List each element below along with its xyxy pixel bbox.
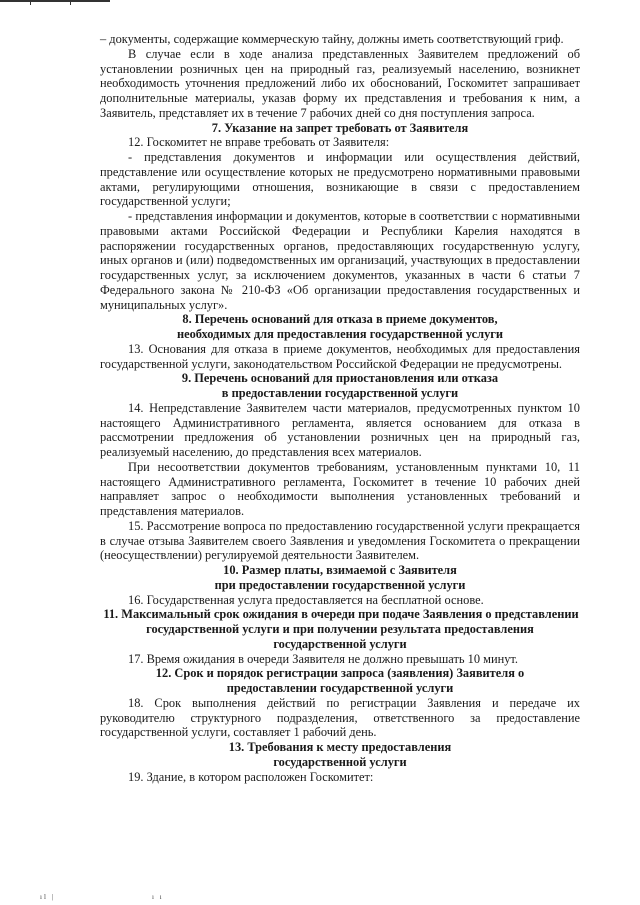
section-heading-12-line2: предоставлении государственной услуги <box>226 681 454 695</box>
paragraph-additional-materials: В случае если в ходе анализа представленных Заявителем предложений об установлении розничных цен на природный газ, реализуемый населению, возникнет необходимость уточнения предложений либо их обоснований, Госкомитет запрашивает дополнительные материалы, указав форму их представления и требования к ним, а Заявитель, представляет их в течение 7 рабочих дней со дня поступления запроса. <box>100 46 580 120</box>
section-heading-13-line1: 13. Требования к месту предоставления <box>228 740 452 754</box>
paragraph-16: 16. Государственная услуга предоставляется на бесплатной основе. <box>128 592 484 607</box>
paragraph-17: 17. Время ожидания в очереди Заявителя не должно превышать 10 минут. <box>128 651 519 666</box>
paragraph-18: 18. Срок выполнения действий по регистрации Заявления и передаче их руководителю структурного подразделения, ответственного за предоставление государственной услуги, составляет 1 рабочий день. <box>100 695 580 740</box>
bullet-documents-information: - представления документов и информации или осуществления действий, представление или осуществление которых не предусмотрено нормативными правовыми актами, регулирующими отношения, возникающие в связи с предоставлением государственной услуги; <box>100 150 580 209</box>
section-heading-12-line1: 12. Срок и порядок регистрации запроса (заявления) Заявителя о <box>155 666 525 681</box>
section-heading-11-line2: государственной услуги и при получении результата предоставления <box>146 622 534 636</box>
paragraph-13: 13. Основания для отказа в приеме документов, необходимых для предоставления государственной услуги, законодательством Российской Федерации не предусмотрены. <box>100 341 580 371</box>
section-heading-10-line2: при предоставлении государственной услуги <box>214 577 466 592</box>
section-heading-13-line2: государственной услуги <box>273 754 407 769</box>
bullet-commercial-secret: – документы, содержащие коммерческую тайну, должны иметь соответствующий гриф. <box>100 32 564 46</box>
scan-top-tick <box>70 0 71 5</box>
scan-footer-mark: ı ı <box>152 893 164 901</box>
scan-top-line <box>0 0 110 2</box>
section-heading-9-line2: в предоставлении государственной услуги <box>221 386 459 400</box>
bullet-information-documents: - представления информации и документов, которые в соответствии с нормативными правовыми актами Российской Федерации и Республики Карелия находятся в распоряжении государственных органов, предоставляющих государственную услугу, иных органов и (или) подведомственных им организаций, участвующих в предоставлении государственных услуг, за исключением документов, указанных в части 6 статьи 7 Федерального закона № 210-ФЗ «Об организации предоставления государственных и муниципальных услуг». <box>100 209 580 312</box>
section-heading-8-line1: 8. Перечень оснований для отказа в приеме документов, <box>182 312 498 327</box>
paragraph-19: 19. Здание, в котором расположен Госкомитет: <box>128 769 374 784</box>
document-body <box>100 32 580 784</box>
section-heading-8-line2: необходимых для предоставления государственной услуги <box>176 327 504 341</box>
scan-footer-mark: ıl | <box>40 893 56 901</box>
section-heading-10-line1: 10. Размер платы, взимаемой с Заявителя <box>223 563 457 577</box>
section-heading-7: 7. Указание на запрет требовать от Заявителя <box>211 120 469 135</box>
paragraph-12: 12. Госкомитет не вправе требовать от Заявителя: <box>128 135 390 150</box>
paragraph-14: 14. Непредставление Заявителем части материалов, предусмотренных пунктом 10 настоящего Административного регламента, является основанием для отказа в рассмотрении предложения об установлении розничных цен на природный газ, реализуемый населению, до представления всех материалов. <box>100 400 580 459</box>
section-heading-11-line3: государственной услуги <box>273 636 407 651</box>
paragraph-15: 15. Рассмотрение вопроса по предоставлению государственной услуги прекращается в случае отзыва Заявителем своего Заявления и уведомления Госкомитета о прекращении (неосуществлении) регулируемой деятельности Заявителем. <box>100 518 580 563</box>
scan-top-tick <box>30 0 31 5</box>
section-heading-11-line1: 11. Максимальный срок ожидания в очереди при подаче Заявления о представлении <box>103 607 579 622</box>
paragraph-noncompliance: При несоответствии документов требованиям, установленным пунктами 10, 11 настоящего Административного регламента, Госкомитет в течение 10 рабочих дней направляет запрос о необходимости выполнения установленных требований и представления материалов. <box>100 459 580 518</box>
section-heading-9-line1: 9. Перечень оснований для приостановления или отказа <box>181 371 499 386</box>
